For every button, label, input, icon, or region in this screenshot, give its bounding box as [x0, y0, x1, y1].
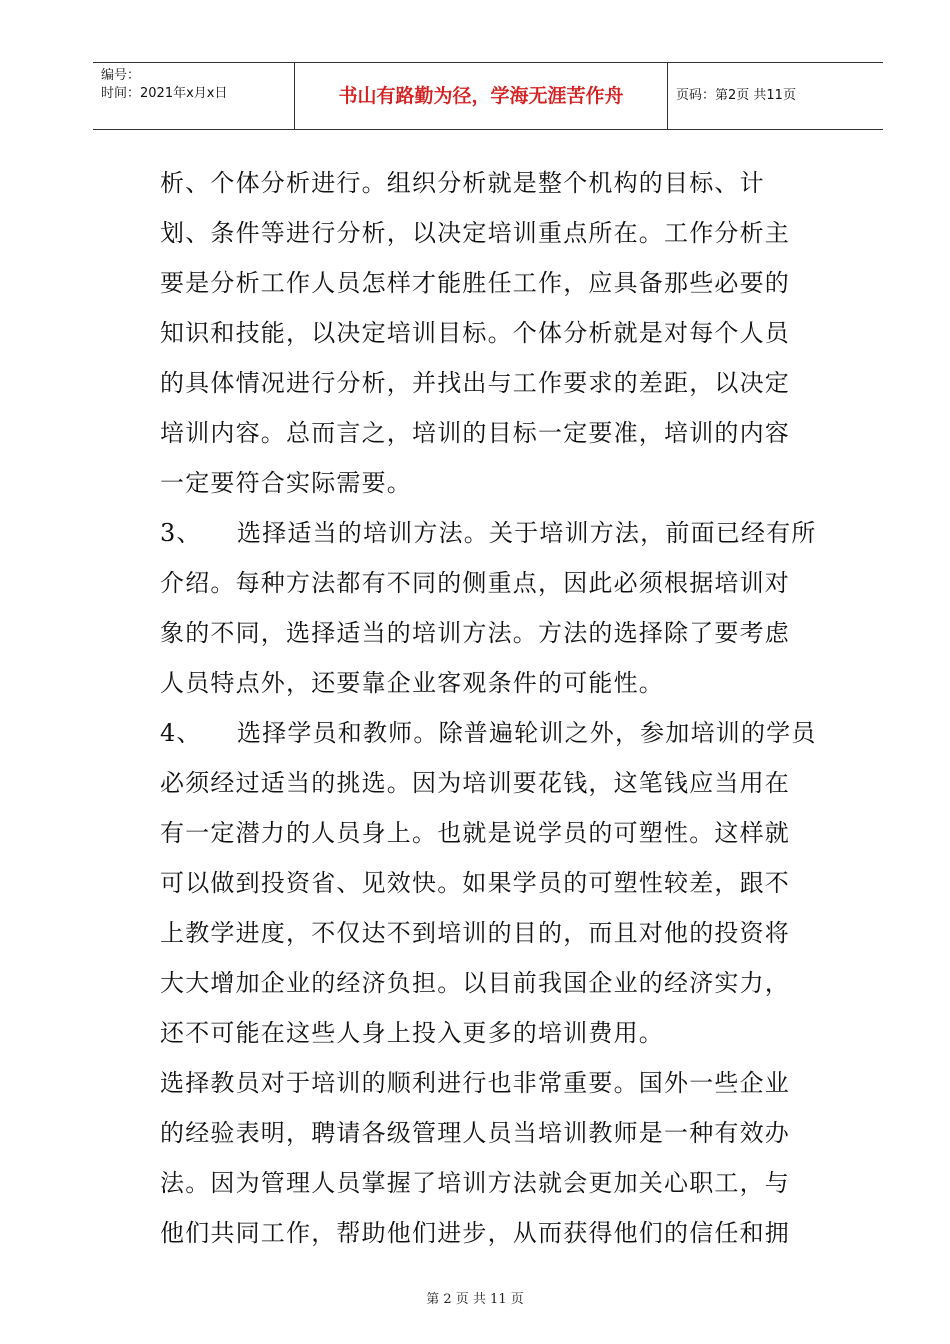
body-line: 析、个体分析进行。组织分析就是整个机构的目标、计	[160, 169, 765, 197]
page-header	[93, 62, 883, 130]
body-line: 介绍。每种方法都有不同的侧重点，因此必须根据培训对	[160, 569, 790, 597]
document-body	[160, 158, 820, 1258]
body-line: 的经验表明，聘请各级管理人员当培训教师是一种有效办	[160, 1119, 790, 1147]
body-line: 象的不同，选择适当的培训方法。方法的选择除了要考虑	[160, 619, 790, 647]
body-line: 要是分析工作人员怎样才能胜任工作，应具备那些必要的	[160, 269, 790, 297]
body-line: 培训内容。总而言之，培训的目标一定要准，培训的内容	[160, 419, 790, 447]
body-line: 可以做到投资省、见效快。如果学员的可塑性较差，跟不	[160, 869, 790, 897]
body-line: 还不可能在这些人身上投入更多的培训费用。	[160, 1019, 664, 1047]
document-number-label: 编号：	[101, 68, 141, 83]
body-line: 大大增加企业的经济负担。以目前我国企业的经济实力，	[160, 969, 790, 997]
body-line: 法。因为管理人员掌握了培训方法就会更加关心职工，与	[160, 1169, 790, 1197]
header-page-info: 页码：第2页 共11页	[676, 88, 796, 103]
body-line: 上教学进度，不仅达不到培训的目的，而且对他的投资将	[160, 919, 790, 947]
body-line: 划、条件等进行分析，以决定培训重点所在。工作分析主	[160, 219, 790, 247]
body-line: 人员特点外，还要靠企业客观条件的可能性。	[160, 669, 664, 697]
page-footer: 第 2 页 共 11 页	[426, 1292, 524, 1307]
body-line: 一定要符合实际需要。	[160, 469, 412, 497]
header-meta	[93, 63, 295, 129]
body-line: 他们共同工作，帮助他们进步，从而获得他们的信任和拥	[160, 1219, 790, 1247]
body-line: 知识和技能，以决定培训目标。个体分析就是对每个人员	[160, 319, 790, 347]
header-motto: 书山有路勤为径，学海无涯苦作舟	[295, 63, 668, 129]
body-line: 的具体情况进行分析，并找出与工作要求的差距，以决定	[160, 369, 790, 397]
body-line: 必须经过适当的挑选。因为培训要花钱，这笔钱应当用在	[160, 769, 790, 797]
document-time: 时间：2021年x月x日	[101, 86, 228, 101]
body-line: 3、 选择适当的培训方法。关于培训方法，前面已经有所	[160, 519, 817, 547]
body-line: 有一定潜力的人员身上。也就是说学员的可塑性。这样就	[160, 819, 790, 847]
body-line: 选择教员对于培训的顺利进行也非常重要。国外一些企业	[160, 1069, 790, 1097]
body-line: 4、 选择学员和教师。除普遍轮训之外，参加培训的学员	[160, 719, 817, 747]
